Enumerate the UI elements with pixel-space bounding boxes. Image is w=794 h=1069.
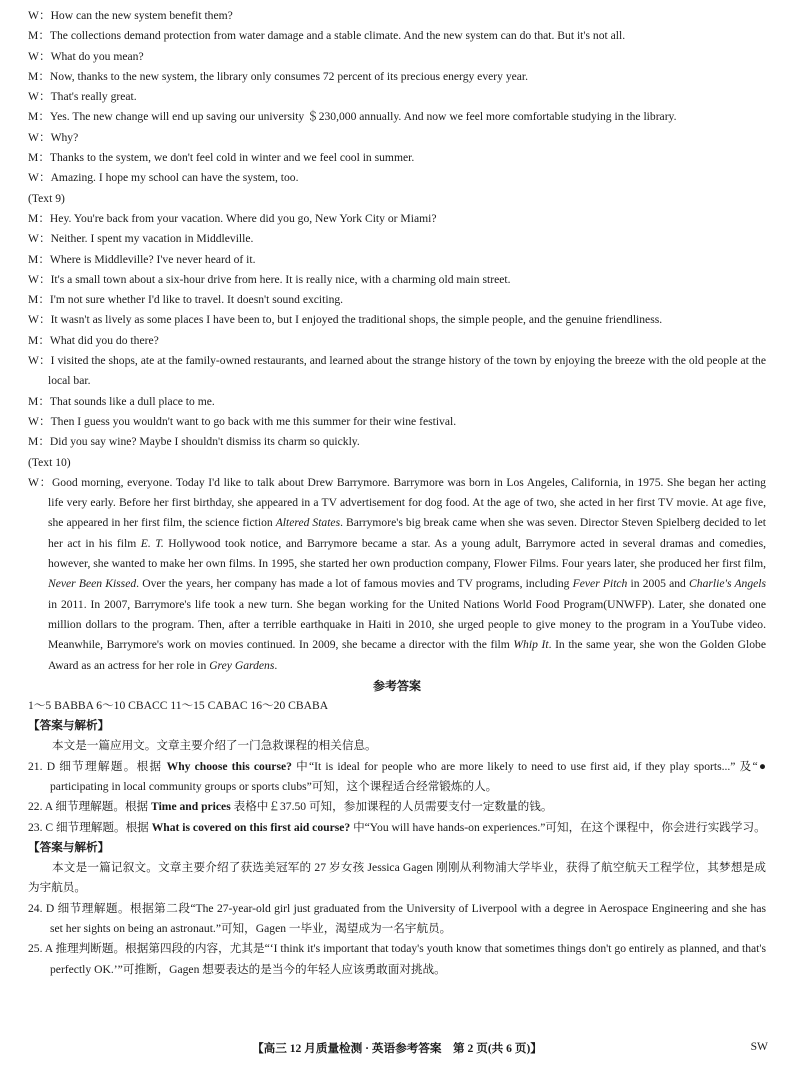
utterance-text: How can the new system benefit them? — [50, 9, 233, 22]
utterance-text: It wasn't as lively as some places I have been to, but I enjoyed the traditional shops, the simple people, and the genuine friendliness. — [50, 313, 663, 327]
utterance-text: Did you say wine? Maybe I shouldn't dismiss its charm so quickly. — [49, 435, 360, 449]
section-header: 【答案与解析】 — [28, 840, 110, 854]
speaker-label: W — [28, 272, 39, 286]
speaker-label: M — [28, 435, 39, 449]
speaker-label: W — [28, 90, 39, 104]
explanation-text: 细节理解题。根据 — [53, 820, 152, 834]
speaker-label: W — [28, 130, 39, 144]
film-title: Altered States — [275, 516, 341, 530]
text10-part: in 2005 and — [627, 577, 690, 591]
text10-part: . Over the years, her company has made a lot of famous movies and TV programs, including — [136, 577, 573, 591]
film-title: E. T. — [140, 536, 164, 550]
question-number: 21. D — [28, 759, 56, 773]
utterance-text: Yes. The new change will end up saving our university ＄230,000 annually. And now we feel more comfortable studying in the library. — [49, 110, 677, 124]
film-title: Grey Gardens — [209, 658, 275, 672]
utterance-text: Now, thanks to the new system, the library only consumes 72 percent of its precious energy every year. — [49, 69, 529, 83]
speaker-label: M — [28, 394, 39, 408]
utterance-text: What did you do there? — [49, 333, 159, 347]
utterance-text: Thanks to the system, we don't feel cold in winter and we feel cool in summer. — [49, 151, 415, 165]
dialogue-line: M：Yes. The new change will end up saving our university ＄230,000 annually. And now we feel more comfortable studying in the library. — [28, 110, 677, 124]
text10-part: . Barrymore's big break came when she was seven. Director Steven Spielberg decided to let her act in his film — [48, 516, 766, 550]
speaker-label: M — [28, 29, 39, 43]
answer-explanation-21 — [28, 757, 766, 798]
text10-part: Good morning, everyone. Today I'd like to talk about Drew Barrymore. Barrymore was born in Los Angeles, California, in 1975. She began her acting life very early. Before her first birthday, she appeared in a TV advertisement for dog food. At the age of two, she acted in her first TV movie. At age five, she appeared in her first film, the science fiction — [48, 475, 766, 530]
speaker-label: M — [28, 252, 39, 266]
explanation-text: 推理判断题。根据第四段的内容，尤其是“‘I think it's important that today's youth know that sometimes things don't go entirely as planned, and that's perfectly OK.’”可推断，Gagen 想要表达的是当今的年轻人应该勇敢面对挑战。 — [50, 942, 767, 976]
utterance-text: Where is Middleville? I've never heard of it. — [49, 252, 256, 266]
explanation-text: 表格中￡37.50 可知，参加课程的人员需要支付一定数量的钱。 — [230, 800, 553, 814]
dialogue-text8-end — [28, 6, 766, 189]
dialogue-line: M：The collections demand protection from water damage and a stable climate. And the new system can do that. But it's not all. — [28, 29, 626, 43]
answer-explanation-25 — [28, 939, 766, 980]
section-intro: 本文是一篇记叙文。文章主要介绍了获选美冠军的 27 岁女孩 Jessica Gagen 刚刚从利物浦大学毕业，获得了航空航天工程学位，其梦想是成为宇航员。 — [28, 861, 766, 895]
source-heading: What is covered on this first aid course? — [151, 820, 351, 834]
text10-part: . In the same year, she won the Golden Globe Award as an actress for her role in — [48, 638, 766, 672]
explanation-text: 细节理解题。根据 — [52, 800, 152, 814]
dialogue-line: M：Now, thanks to the new system, the library only consumes 72 percent of its precious energy every year. — [28, 69, 529, 83]
question-number: 25. A — [28, 942, 53, 956]
text9-label: (Text 9) — [28, 191, 65, 205]
dialogue-line: W：It's a small town about a six-hour drive from here. It is really nice, with a charming old main street. — [28, 272, 511, 286]
dialogue-line: W：How can the new system benefit them? — [28, 9, 233, 22]
speaker-label: M — [28, 110, 39, 124]
explanation-text: 中“It is ideal for people who are more likely to need to use first aid, if they play sports...” 及“● participating in local community groups or sports clubs”可知，这个课程适合经常锻炼的人。 — [50, 759, 766, 793]
question-number: 23. C — [28, 820, 54, 834]
utterance-text: That sounds like a dull place to me. — [49, 394, 215, 408]
film-title: Fever Pitch — [572, 577, 628, 591]
speaker-label: W — [28, 354, 39, 368]
speaker-label: M — [28, 69, 39, 83]
utterance-text: Hey. You're back from your vacation. Where did you go, New York City or Miami? — [49, 211, 437, 225]
speaker-label: W — [28, 171, 39, 185]
film-title: Never Been Kissed — [48, 577, 137, 591]
explanation-text: 细节理解题。根据 — [55, 759, 167, 773]
footer-code: SW — [750, 1040, 768, 1053]
dialogue-line: W：I visited the shops, ate at the family-owned restaurants, and learned about the strange history of the town by enjoying the breeze with the old people at the local bar. — [28, 354, 766, 388]
utterance-text: Why? — [50, 130, 79, 144]
answer-explanation-24 — [28, 899, 766, 940]
utterance-text: Amazing. I hope my school can have the system, too. — [50, 171, 299, 185]
text10-monologue: W：Good morning, everyone. Today I'd like to talk about Drew Barrymore. Barrymore was born in Los Angeles, California, in 1975. She began her acting life very early. Before her first birthday, she appeared in a TV advertisement for dog food. At the age of two, she acted in her first TV movie. At age five, she appeared in her first film, the science fiction Altered States. Barrymore's big break came when she was seven. Director Steven Spielberg decided to let her act in his film E. T. Hollywood took notice, and Barrymore became a star. As a young adult, Barrymore acted in several dramas and comedies, however, she wanted to make her own films. In 1995, she started her own production company, Flower Films. Four years later, she produced her first film, Never Been Kissed. Over the years, her company has made a lot of famous movies and TV programs, including Fever Pitch in 2005 and Charlie's Angels in 2011. In 2007, Barrymore's life took a new turn. She began working for the United Nations World Food Program(UNWFP). Later, she donated one million dollars to the program. Then, after a terrible earthquake in Haiti in 2010, she urged people to give money to the program in a YouTube video. Meanwhile, Barrymore's work on movies continued. In 2009, she became a director with the film Whip It. In the same year, she won the Golden Globe Award as an actress for her role in Grey Gardens. — [28, 475, 766, 672]
utterance-text: Neither. I spent my vacation in Middleville. — [50, 232, 254, 246]
film-title: Charlie's Angels — [689, 577, 766, 591]
dialogue-line: W：What do you mean? — [28, 49, 144, 63]
answers-title: 参考答案 — [372, 678, 421, 693]
footer-text: 【高三 12 月质量检测 · 英语参考答案 第 2 页(共 6 页)】 — [252, 1042, 542, 1055]
text10-part: Hollywood took notice, and Barrymore became a star. As a young adult, Barrymore acted in several dramas and comedies, however, she wanted to make her own films. In 1995, she started her own production company, Flower Films. Four years later, she produced her first film, — [48, 536, 766, 571]
speaker-label: W — [28, 313, 39, 327]
speaker-label: W — [28, 414, 39, 428]
explanation-text: 细节理解题。根据第二段“The 27-year-old girl just graduated from the University of Liverpool with a degree in Aerospace Engineering and she has set her sights on being an astronaut.”可知，Gagen 一毕业，渴望成为一名宇航员。 — [50, 901, 766, 936]
answer-key-line: 1～5 BABBA 6～10 CBACC 11～15 CABAC 16～20 CBABA — [28, 698, 329, 712]
source-heading: Why choose this course? — [166, 759, 292, 773]
speaker-label: W — [28, 49, 39, 63]
dialogue-line: W：Why? — [28, 130, 79, 144]
speaker-label: M — [28, 293, 39, 307]
utterance-text: That's really great. — [50, 90, 137, 104]
utterance-text: What do you mean? — [50, 49, 144, 63]
explanation-text: 中“You will have hands-on experiences.”可知，在这个课程中，你会进行实践学习。 — [350, 820, 766, 834]
utterance-text: I visited the shops, ate at the family-owned restaurants, and learned about the strange history of the town by enjoying the breeze with the old people at the local bar. — [48, 354, 766, 388]
utterance-text: Then I guess you wouldn't want to go back with me this summer for their wine festival. — [50, 414, 457, 428]
text10-part: in 2011. In 2007, Barrymore's life took a new turn. She began working for the United Nations World Food Program(UNWFP). Later, she donated one million dollars to the program. Then, after a terrible earthquake in Haiti in 2010, she urged people to give money to the program in a YouTube video. Meanwhile, Barrymore's work on movies continued. In 2009, she became a director with the film — [48, 597, 766, 652]
text10-label: (Text 10) — [28, 455, 71, 469]
question-number: 24. D — [28, 901, 55, 915]
source-heading: Time and prices — [151, 800, 231, 814]
section-header: 【答案与解析】 — [28, 719, 110, 733]
dialogue-line: M：That sounds like a dull place to me. — [28, 394, 215, 408]
text10-part: . — [274, 658, 278, 672]
dialogue-line: W：Neither. I spent my vacation in Middleville. — [28, 232, 254, 246]
speaker-label: W — [28, 232, 39, 246]
utterance-text: I'm not sure whether I'd like to travel. It doesn't sound exciting. — [49, 293, 344, 307]
speaker-label: M — [28, 333, 39, 347]
film-title: Whip It — [513, 638, 549, 652]
section-intro: 本文是一篇应用文。文章主要介绍了一门急救课程的相关信息。 — [52, 739, 377, 753]
dialogue-line: W：It wasn't as lively as some places I have been to, but I enjoyed the traditional shops, the simple people, and the genuine friendliness. — [28, 313, 663, 327]
dialogue-line: W：Then I guess you wouldn't want to go back with me this summer for their wine festival. — [28, 414, 457, 428]
dialogue-line: M：What did you do there? — [28, 333, 159, 347]
speaker-label: W — [28, 475, 39, 489]
utterance-text: The collections demand protection from water damage and a stable climate. And the new system can do that. But it's not all. — [49, 29, 626, 43]
speaker-label: M — [28, 151, 39, 165]
speaker-label: M — [28, 211, 39, 225]
answer-explanation-22 — [28, 797, 766, 817]
dialogue-line: M：Hey. You're back from your vacation. Where did you go, New York City or Miami? — [28, 211, 437, 225]
answer-explanation-23 — [28, 818, 766, 838]
dialogue-line: M：Where is Middleville? I've never heard of it. — [28, 252, 256, 266]
dialogue-line: M：I'm not sure whether I'd like to travel. It doesn't sound exciting. — [28, 293, 344, 307]
dialogue-line: M：Did you say wine? Maybe I shouldn't dismiss its charm so quickly. — [28, 435, 360, 449]
speaker-label: W — [28, 9, 39, 22]
question-number: 22. A — [28, 800, 53, 814]
utterance-text: It's a small town about a six-hour drive from here. It is really nice, with a charming old main street. — [50, 272, 511, 286]
dialogue-line: M：Thanks to the system, we don't feel cold in winter and we feel cool in summer. — [28, 151, 415, 165]
dialogue-line: W：Amazing. I hope my school can have the system, too. — [28, 171, 299, 185]
dialogue-text9 — [28, 209, 766, 453]
dialogue-line: W：That's really great. — [28, 90, 137, 104]
